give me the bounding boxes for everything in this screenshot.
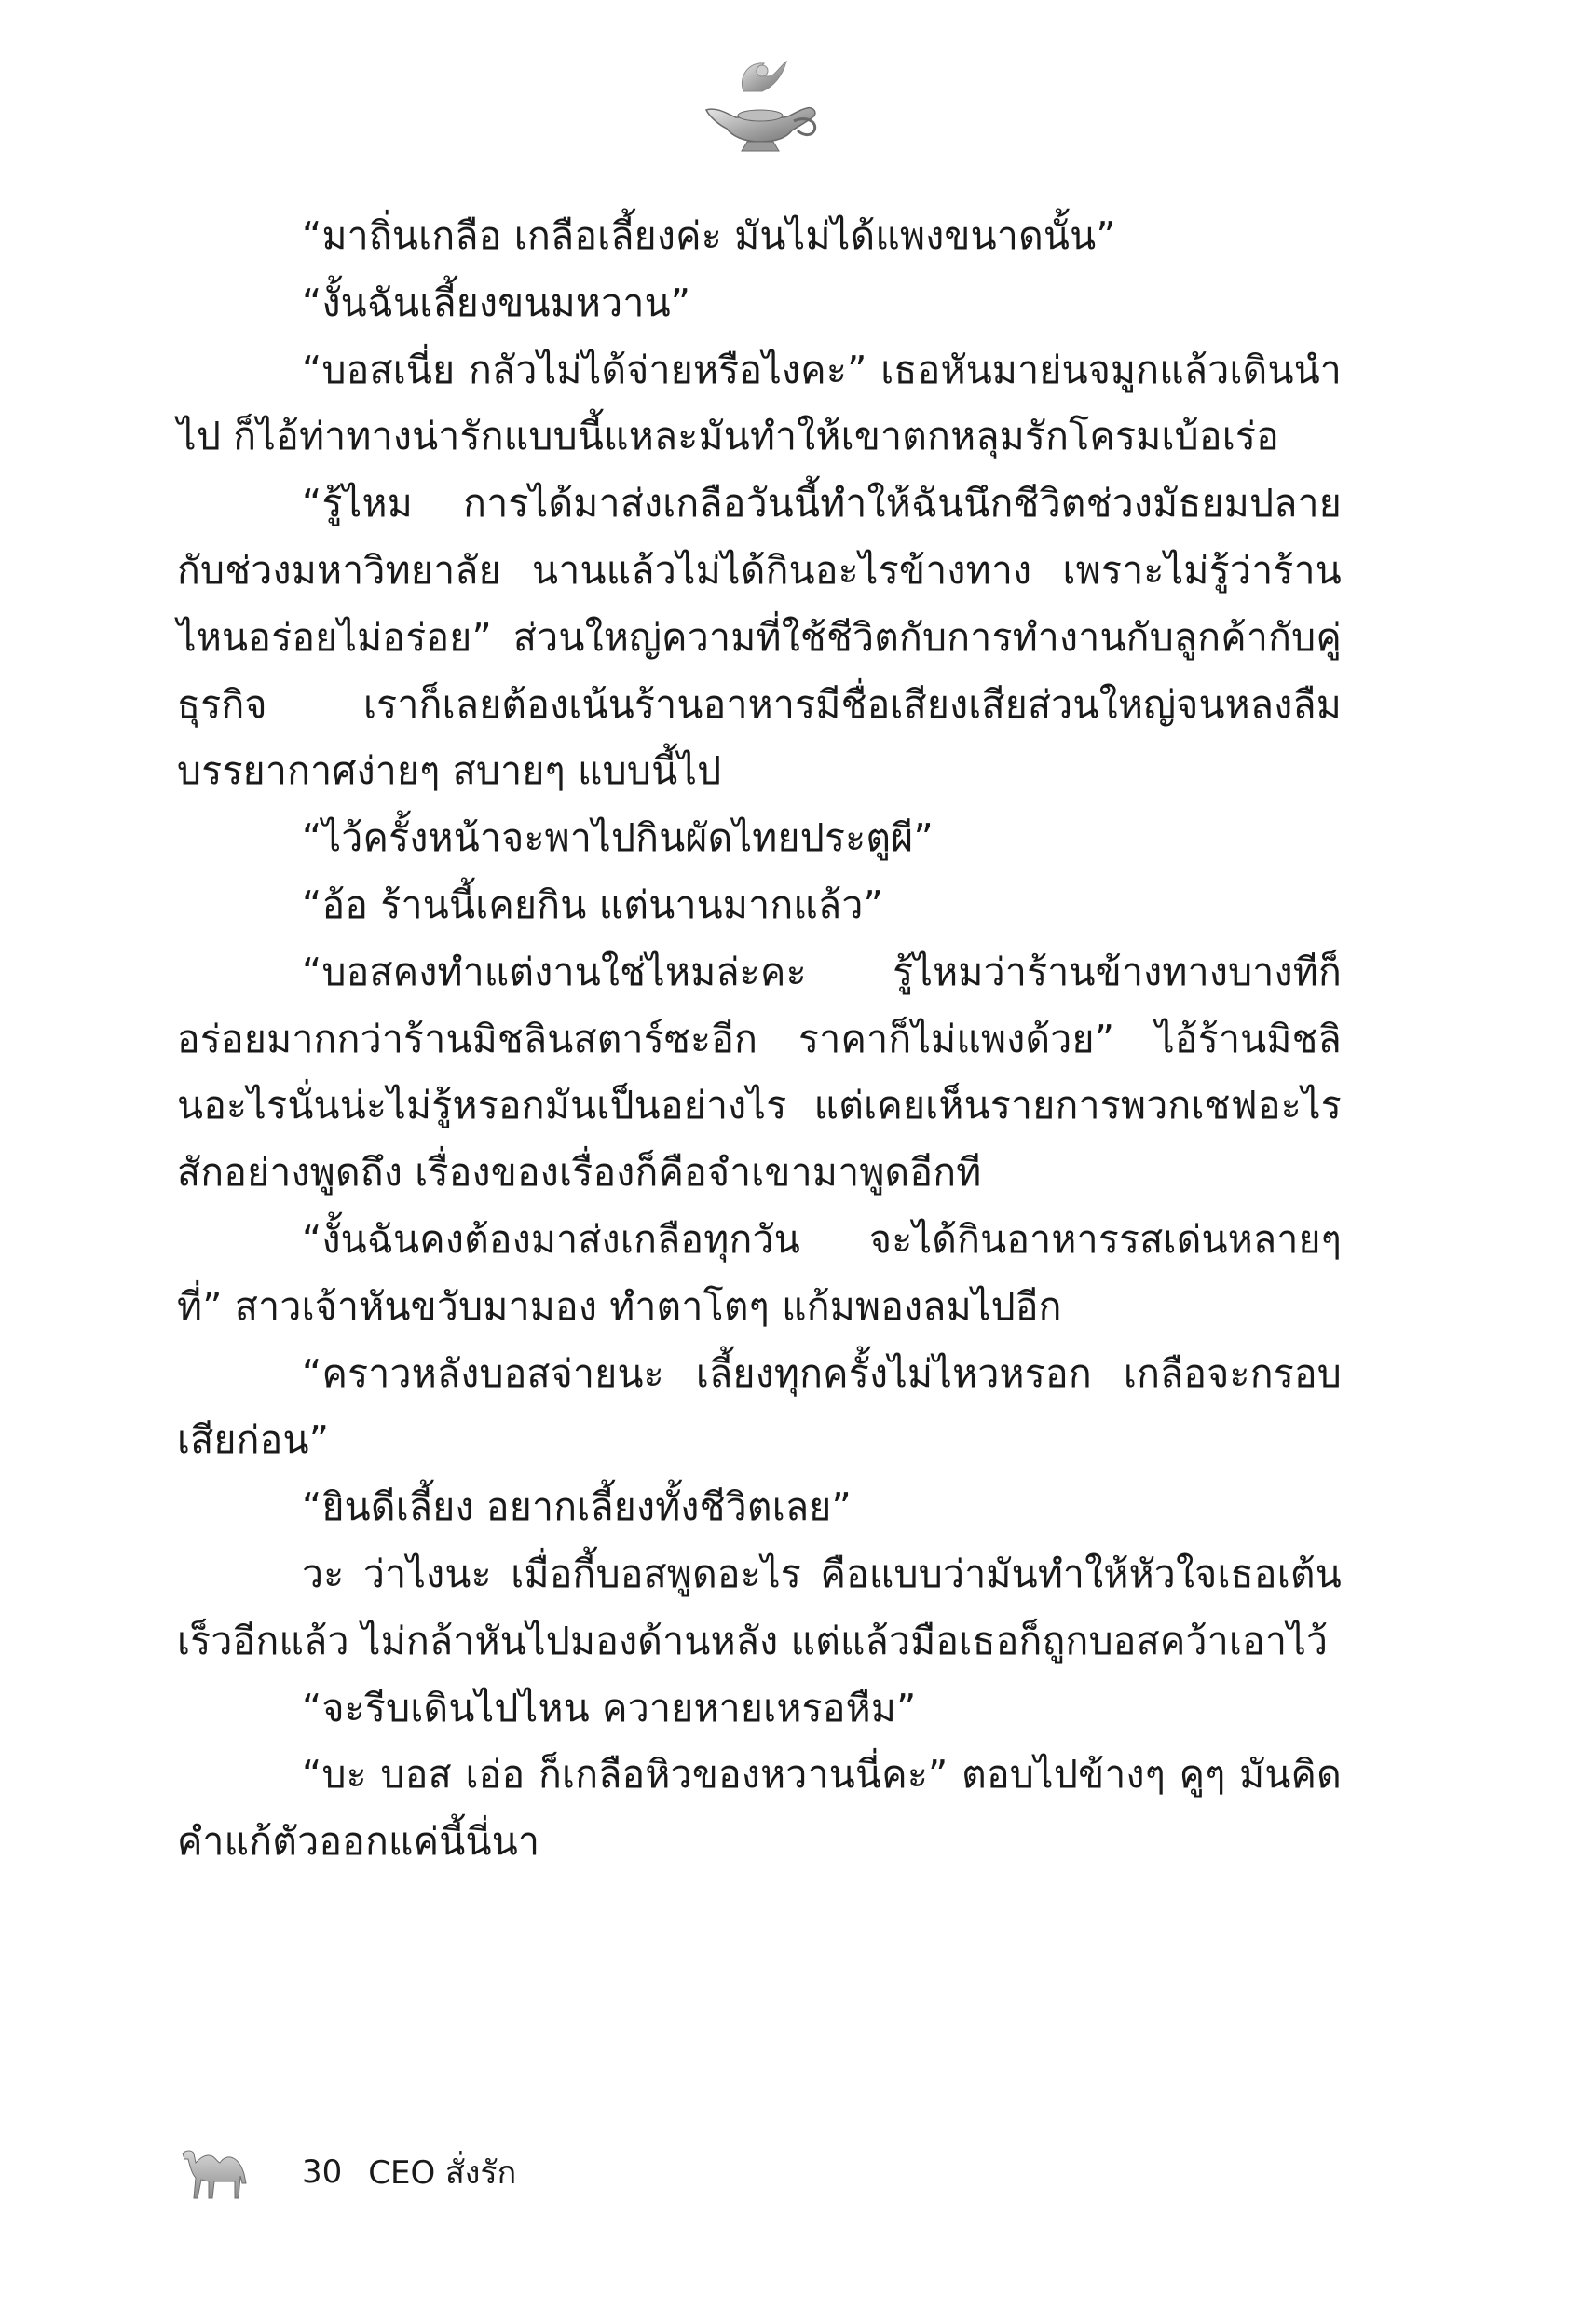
paragraph: “บอสคงทำแต่งานใช่ไหมล่ะคะ รู้ไหมว่าร้านข้างทางบางทีก็อร่อยมากกว่าร้านมิชลินสตาร์ซะอีก ราคาก็ไม่แพงด้วย” ไอ้ร้านมิชลินอะไรนั่นน่ะไม่รู้หรอกมันเป็นอย่างไร แต่เคยเห็นรายการพวกเชฟอะไรสักอย่างพูดถึง เรื่องของเรื่องก็คือจำเขามาพูดอีกที <box>177 949 1342 1196</box>
camel-icon <box>177 2142 255 2202</box>
page-footer <box>177 2140 516 2205</box>
paragraph: “รู้ไหม การได้มาส่งเกลือวันนี้ทำให้ฉันนึกชีวิตช่วงมัธยมปลายกับช่วงมหาวิทยาลัย นานแล้วไม่ได้กินอะไรข้างทาง เพราะไม่รู้ว่าร้านไหนอร่อยไม่อร่อย” ส่วนใหญ่ความที่ใช้ชีวิตกับการทำงานกับลูกค้ากับคู่ธุรกิจ เราก็เลยต้องเน้นร้านอาหารมีชื่อเสียงเสียส่วนใหญ่จนหลงลืมบรรยากาศง่ายๆ สบายๆ แบบนี้ไป <box>177 481 1342 794</box>
paragraph: “จะรีบเดินไปไหน ควายหายเหรอหืม” <box>302 1685 917 1730</box>
book-title: CEO สั่งรัก <box>368 2154 517 2192</box>
paragraph: “บะ บอส เอ่อ ก็เกลือหิวของหวานนี่คะ” ตอบไปข้างๆ คูๆ มันคิดคำแก้ตัวออกแค่นี้นี่นา <box>177 1752 1342 1865</box>
paragraph: “คราวหลังบอสจ่ายนะ เลี้ยงทุกครั้งไม่ไหวหรอก เกลือจะกรอบเสียก่อน” <box>177 1350 1342 1463</box>
genie-lamp-icon <box>689 48 829 160</box>
paragraph: “อ้อ ร้านนี้เคยกิน แต่นานมากแล้ว” <box>302 882 883 927</box>
paragraph: “ไว้ครั้งหน้าจะพาไปกินผัดไทยประตูผี” <box>302 815 934 861</box>
body-text <box>177 203 1342 1876</box>
paragraph: “บอสเนี่ย กลัวไม่ได้จ่ายหรือไงคะ” เธอหันมาย่นจมูกแล้วเดินนำไป ก็ไอ้ท่าทางน่ารักแบบนี้แหละมันทำให้เขาตกหลุมรักโครมเบ้อเร่อ <box>177 347 1342 459</box>
paragraph: วะ ว่าไงนะ เมื่อกี้บอสพูดอะไร คือแบบว่ามันทำให้หัวใจเธอเต้นเร็วอีกแล้ว ไม่กล้าหันไปมองด้านหลัง แต่แล้วมือเธอก็ถูกบอสคว้าเอาไว้ <box>177 1551 1342 1663</box>
paragraph: “งั้นฉันเลี้ยงขนมหวาน” <box>302 280 691 325</box>
paragraph: “งั้นฉันคงต้องมาส่งเกลือทุกวัน จะได้กินอาหารรสเด่นหลายๆ ที่” สาวเจ้าหันขวับมามอง ทำตาโตๆ แก้มพองลมไปอีก <box>177 1216 1342 1329</box>
paragraph: “ยินดีเลี้ยง อยากเลี้ยงทั้งชีวิตเลย” <box>302 1484 852 1530</box>
page-number: 30 <box>302 2154 343 2191</box>
paragraph: “มาถิ่นเกลือ เกลือเลี้ยงค่ะ มันไม่ได้แพงขนาดนั้น” <box>302 213 1116 258</box>
